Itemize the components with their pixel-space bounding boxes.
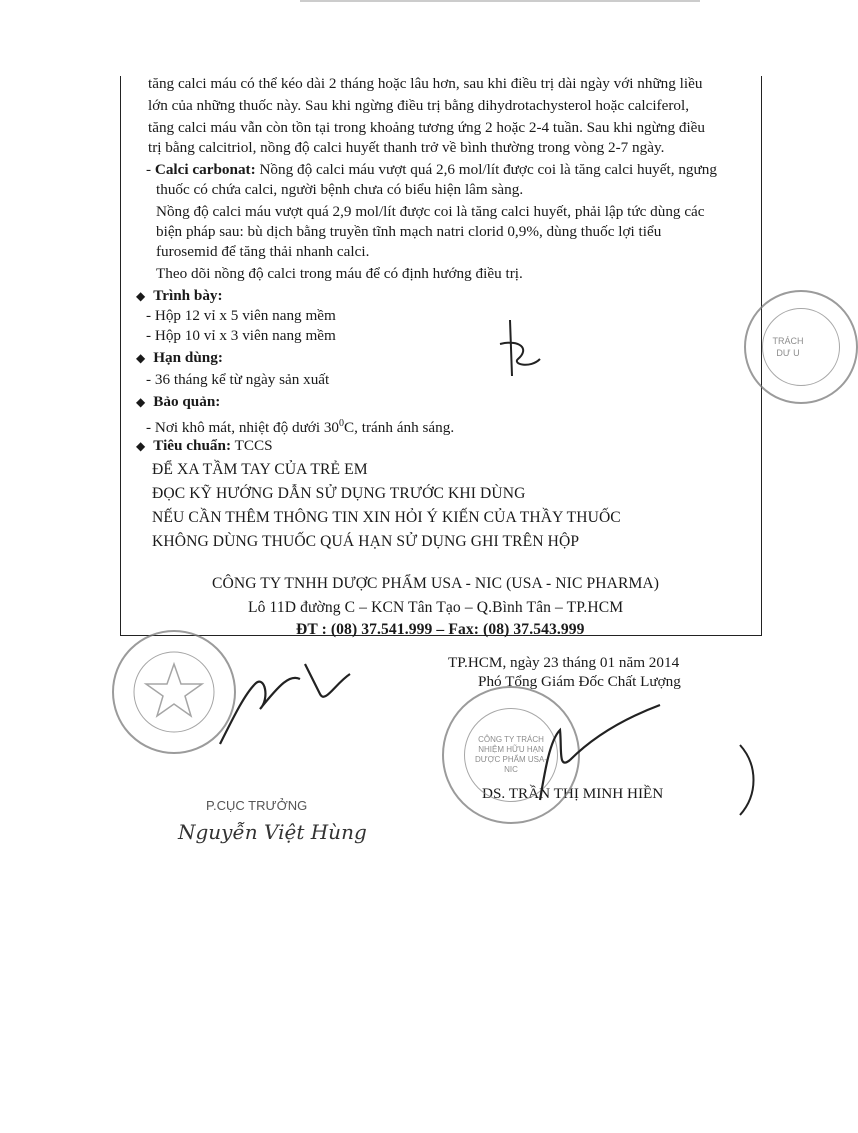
company-name: CÔNG TY TNHH DƯỢC PHẨM USA - NIC (USA - NIC PHARMA) <box>212 575 660 592</box>
company-phone: ĐT : (08) 37.541.999 – Fax: (08) 37.543.999 <box>296 621 585 638</box>
para2-line-1: Nồng độ calci máu vượt quá 2,9 mol/lít được coi là tăng calci huyết, phải lập tức dùng các <box>156 203 705 220</box>
place-date: TP.HCM, ngày 23 tháng 01 năm 2014 <box>448 654 680 671</box>
calci-carbonat-line: - Calci carbonat: Nồng độ calci máu vượt quá 2,6 mol/lít được coi là tăng calci huyết, ngưng <box>146 161 717 178</box>
diamond-bullet-icon: ◆ <box>136 351 146 365</box>
initial-signature-icon <box>490 314 550 384</box>
signer-signature-icon <box>500 700 670 810</box>
para3-line: Theo dõi nồng độ calci trong máu để có định hướng điều trị. <box>156 265 523 282</box>
presentation-item-2: - Hộp 10 vỉ x 3 viên nang mềm <box>146 327 336 344</box>
para2-line-3: furosemid để tăng thải nhanh calci. <box>156 243 370 260</box>
official-title: P.CỤC TRƯỞNG <box>206 798 308 813</box>
storage-item-prefix: Nơi khô mát, nhiệt độ dưới 30 <box>154 419 340 437</box>
diamond-bullet-icon: ◆ <box>136 395 146 409</box>
edge-stamp-text: TRÁCH DƯ U <box>772 336 804 358</box>
diamond-bullet-icon: ◆ <box>136 439 146 453</box>
storage-item-1: - Nơi khô mát, nhiệt độ dưới $30^0C$, tránh ánh sáng. <box>146 418 455 437</box>
warning-line-4: KHÔNG DÙNG THUỐC QUÁ HẠN SỬ DỤNG GHI TRÊN HỘP <box>152 533 580 550</box>
edge-stamp <box>744 290 858 404</box>
body-line-1: tăng calci máu có thể kéo dài 2 tháng hoặc lâu hơn, sau khi điều trị dài ngày với những liều <box>148 75 703 92</box>
expiry-item-1: - 36 tháng kể từ ngày sản xuất <box>146 371 330 388</box>
warning-line-1: ĐỂ XA TẦM TAY CỦA TRẺ EM <box>152 461 368 478</box>
signer-name: DS. TRẦN THỊ MINH HIỀN <box>482 785 664 802</box>
presentation-item-2-text: Hộp 10 vỉ x 3 viên nang mềm <box>154 327 336 344</box>
body-line-2: lớn của những thuốc này. Sau khi ngừng điều trị bằng dihydrotachysterol hoặc calciferol, <box>148 97 690 114</box>
calci-carbonat-label: Calci carbonat: <box>154 161 256 178</box>
company-address: Lô 11D đường C – KCN Tân Tạo – Q.Bình Tân – TP.HCM <box>248 599 624 616</box>
margin-bracket-icon <box>730 740 770 820</box>
company-stamp-text: CÔNG TY TRÁCH NHIỆM HỮU HẠN DƯỢC PHẨM USA-NIC <box>475 735 547 774</box>
standard-title: Tiêu chuẩn <box>153 437 226 454</box>
body-line-3: tăng calci máu vẫn còn tồn tại trong khoảng tương ứng 2 hoặc 2-4 tuần. Sau khi ngừng điều <box>148 119 705 136</box>
body-line-4: trị bằng calcitriol, nồng độ calci huyết thanh trở về bình thường trong vòng 2-7 ngày. <box>148 139 665 156</box>
official-name-signature: Nguyễn Việt Hùng <box>178 820 367 844</box>
top-edge-line <box>300 0 700 2</box>
warning-line-2: ĐỌC KỸ HƯỚNG DẪN SỬ DỤNG TRƯỚC KHI DÙNG <box>152 485 526 502</box>
presentation-item-1: - Hộp 12 vỉ x 5 viên nang mềm <box>146 307 336 324</box>
presentation-title: Trình bày <box>153 287 218 304</box>
signer-role: Phó Tổng Giám Đốc Chất Lượng <box>478 673 681 690</box>
storage-title: Bảo quản <box>153 393 216 410</box>
storage-item-suffix: C, tránh ánh sáng. <box>344 419 455 437</box>
para2-line-2: biện pháp sau: bù dịch bằng truyền tĩnh mạch natri clorid 0,9%, dùng thuốc lợi tiểu <box>156 223 662 240</box>
expiry-item-1-text: 36 tháng kể từ ngày sản xuất <box>154 371 330 388</box>
presentation-item-1-text: Hộp 12 vỉ x 5 viên nang mềm <box>154 307 336 324</box>
expiry-title: Hạn dùng <box>153 349 218 366</box>
official-signature-icon <box>210 654 360 754</box>
section-standard-heading: ◆ Tiêu chuẩn: TCCS <box>136 437 273 454</box>
standard-value: TCCS <box>234 437 273 454</box>
diamond-bullet-icon: ◆ <box>136 289 146 303</box>
section-storage-heading: ◆ Bảo quản: <box>136 393 221 410</box>
section-expiry-heading: ◆ Hạn dùng: <box>136 349 223 366</box>
warning-line-3: NẾU CẦN THÊM THÔNG TIN XIN HỎI Ý KIẾN CỦA THẦY THUỐC <box>152 509 621 526</box>
section-presentation-heading: ◆ Trình bày: <box>136 287 223 304</box>
storage-item-degree: 0 <box>339 418 345 429</box>
calci-carbonat-text: Nồng độ calci máu vượt quá 2,6 mol/lít được coi là tăng calci huyết, ngưng <box>259 161 717 178</box>
calci-line-2: thuốc có chứa calci, người bệnh chưa có biểu hiện lâm sàng. <box>156 181 524 198</box>
